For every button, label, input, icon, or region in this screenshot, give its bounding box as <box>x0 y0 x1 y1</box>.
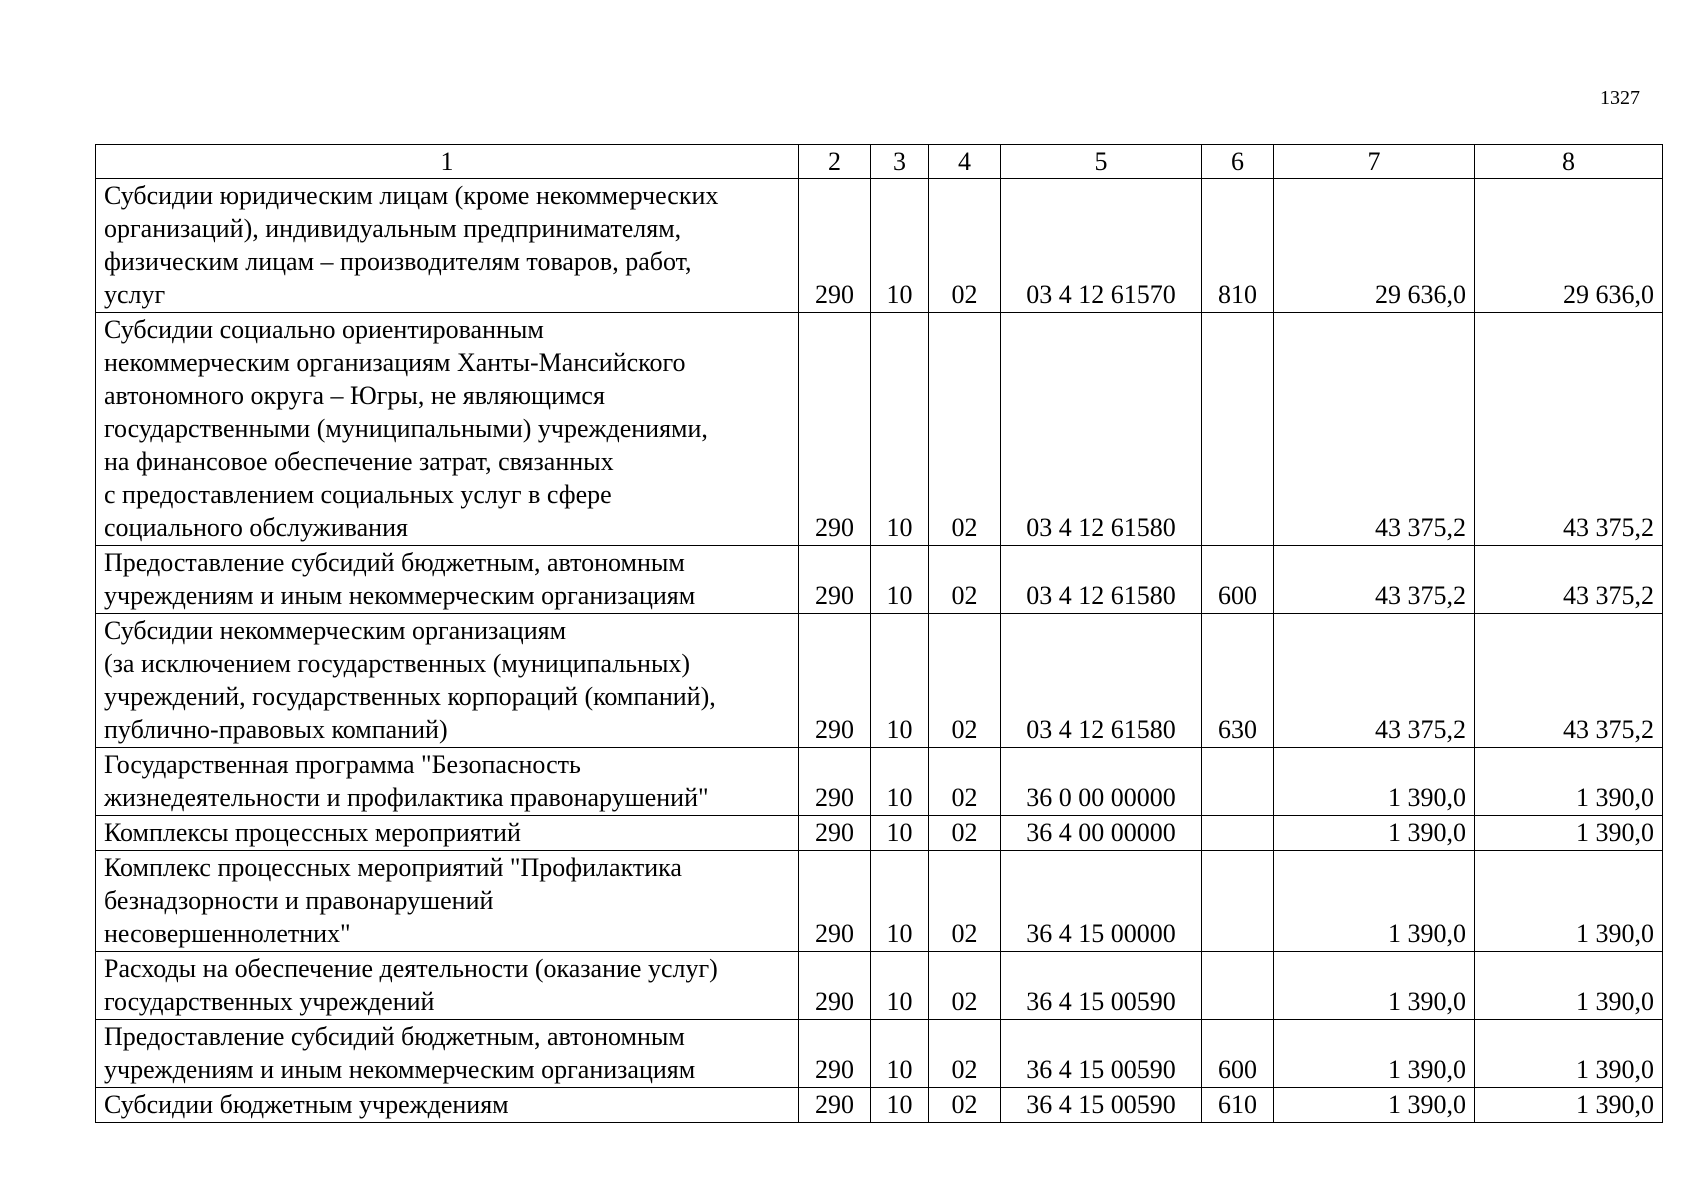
section-code-cell: 10 <box>871 851 929 952</box>
section-code-cell: 10 <box>871 313 929 546</box>
target-article-cell: 03 4 12 61570 <box>1001 179 1202 313</box>
admin-code-cell: 290 <box>799 614 871 748</box>
table-row <box>96 546 1663 614</box>
row-name-line: Предоставление субсидий бюджетным, автономным <box>104 1022 685 1051</box>
amount-cell-8: 43 375,2 <box>1475 313 1663 546</box>
row-name-line: Субсидии юридическим лицам (кроме некоммерческих <box>104 181 719 210</box>
expense-type-cell <box>1202 952 1274 1020</box>
column-header: 6 <box>1202 145 1274 179</box>
row-name-line: жизнедеятельности и профилактика правонарушений" <box>104 783 709 812</box>
row-name-cell <box>96 1020 799 1088</box>
expense-type-cell: 810 <box>1202 179 1274 313</box>
row-name-line: безнадзорности и правонарушений <box>104 886 494 915</box>
row-name-line: несовершеннолетних" <box>104 919 351 948</box>
budget-table <box>95 144 1663 1123</box>
row-name-line: физическим лицам – производителям товаров, работ, <box>104 247 692 276</box>
section-code-cell: 10 <box>871 1020 929 1088</box>
row-name-line: Комплекс процессных мероприятий "Профилактика <box>104 853 682 882</box>
amount-cell-8: 1 390,0 <box>1475 816 1663 851</box>
row-name-line: социального обслуживания <box>104 513 408 542</box>
row-name-cell <box>96 851 799 952</box>
amount-cell-8: 1 390,0 <box>1475 748 1663 816</box>
expense-type-cell: 630 <box>1202 614 1274 748</box>
section-code-cell: 10 <box>871 748 929 816</box>
target-article-cell: 03 4 12 61580 <box>1001 546 1202 614</box>
row-name-line: автономного округа – Югры, не являющимся <box>104 381 605 410</box>
amount-cell-8: 29 636,0 <box>1475 179 1663 313</box>
subsection-code-cell: 02 <box>929 614 1001 748</box>
table-row <box>96 1088 1663 1123</box>
table-row <box>96 851 1663 952</box>
column-header: 1 <box>96 145 799 179</box>
section-code-cell: 10 <box>871 952 929 1020</box>
row-name-line: Субсидии бюджетным учреждениям <box>104 1090 509 1119</box>
section-code-cell: 10 <box>871 1088 929 1123</box>
row-name-line: с предоставлением социальных услуг в сфере <box>104 480 612 509</box>
target-article-cell: 36 4 15 00590 <box>1001 1020 1202 1088</box>
subsection-code-cell: 02 <box>929 1088 1001 1123</box>
row-name-cell <box>96 952 799 1020</box>
row-name-line: учреждениям и иным некоммерческим организациям <box>104 1055 696 1084</box>
row-name-line: государственными (муниципальными) учреждениями, <box>104 414 708 443</box>
column-header: 3 <box>871 145 929 179</box>
admin-code-cell: 290 <box>799 546 871 614</box>
admin-code-cell: 290 <box>799 1020 871 1088</box>
amount-cell-7: 29 636,0 <box>1274 179 1475 313</box>
row-name-line: услуг <box>104 280 166 309</box>
amount-cell-7: 43 375,2 <box>1274 313 1475 546</box>
amount-cell-8: 1 390,0 <box>1475 952 1663 1020</box>
row-name-cell <box>96 179 799 313</box>
target-article-cell: 36 0 00 00000 <box>1001 748 1202 816</box>
row-name-cell <box>96 546 799 614</box>
row-name-line: Предоставление субсидий бюджетным, автономным <box>104 548 685 577</box>
section-code-cell: 10 <box>871 614 929 748</box>
table-body <box>96 179 1663 1123</box>
row-name-line: Государственная программа "Безопасность <box>104 750 581 779</box>
column-header: 4 <box>929 145 1001 179</box>
row-name-line: организаций), индивидуальным предпринимателям, <box>104 214 682 243</box>
expense-type-cell <box>1202 313 1274 546</box>
table-row <box>96 614 1663 748</box>
section-code-cell: 10 <box>871 179 929 313</box>
amount-cell-7: 1 390,0 <box>1274 816 1475 851</box>
row-name-line: Расходы на обеспечение деятельности (оказание услуг) <box>104 954 718 983</box>
target-article-cell: 03 4 12 61580 <box>1001 313 1202 546</box>
row-name-line: на финансовое обеспечение затрат, связанных <box>104 447 614 476</box>
table-row <box>96 748 1663 816</box>
expense-type-cell <box>1202 748 1274 816</box>
admin-code-cell: 290 <box>799 851 871 952</box>
row-name-line: Субсидии социально ориентированным <box>104 315 544 344</box>
row-name-line: учреждениям и иным некоммерческим организациям <box>104 581 696 610</box>
table-row <box>96 1020 1663 1088</box>
admin-code-cell: 290 <box>799 816 871 851</box>
target-article-cell: 36 4 15 00590 <box>1001 952 1202 1020</box>
expense-type-cell: 600 <box>1202 546 1274 614</box>
row-name-line: публично-правовых компаний) <box>104 715 448 744</box>
expense-type-cell <box>1202 851 1274 952</box>
target-article-cell: 36 4 00 00000 <box>1001 816 1202 851</box>
amount-cell-8: 1 390,0 <box>1475 1020 1663 1088</box>
column-header: 7 <box>1274 145 1475 179</box>
row-name-cell <box>96 816 799 851</box>
subsection-code-cell: 02 <box>929 1020 1001 1088</box>
target-article-cell: 36 4 15 00000 <box>1001 851 1202 952</box>
column-header: 8 <box>1475 145 1663 179</box>
subsection-code-cell: 02 <box>929 748 1001 816</box>
admin-code-cell: 290 <box>799 1088 871 1123</box>
row-name-cell <box>96 1088 799 1123</box>
amount-cell-7: 1 390,0 <box>1274 748 1475 816</box>
admin-code-cell: 290 <box>799 179 871 313</box>
table-row <box>96 952 1663 1020</box>
target-article-cell: 03 4 12 61580 <box>1001 614 1202 748</box>
amount-cell-8: 1 390,0 <box>1475 851 1663 952</box>
table-row <box>96 816 1663 851</box>
admin-code-cell: 290 <box>799 313 871 546</box>
row-name-line: Комплексы процессных мероприятий <box>104 818 521 847</box>
amount-cell-7: 43 375,2 <box>1274 614 1475 748</box>
expense-type-cell: 610 <box>1202 1088 1274 1123</box>
row-name-line: (за исключением государственных (муниципальных) <box>104 649 691 678</box>
subsection-code-cell: 02 <box>929 851 1001 952</box>
amount-cell-8: 43 375,2 <box>1475 546 1663 614</box>
amount-cell-7: 1 390,0 <box>1274 851 1475 952</box>
admin-code-cell: 290 <box>799 952 871 1020</box>
row-name-cell <box>96 614 799 748</box>
section-code-cell: 10 <box>871 816 929 851</box>
row-name-cell <box>96 313 799 546</box>
amount-cell-7: 1 390,0 <box>1274 1088 1475 1123</box>
header-row <box>96 145 1663 179</box>
column-header: 2 <box>799 145 871 179</box>
target-article-cell: 36 4 15 00590 <box>1001 1088 1202 1123</box>
row-name-line: некоммерческим организациям Ханты-Мансийского <box>104 348 686 377</box>
section-code-cell: 10 <box>871 546 929 614</box>
amount-cell-8: 1 390,0 <box>1475 1088 1663 1123</box>
expense-type-cell <box>1202 816 1274 851</box>
subsection-code-cell: 02 <box>929 546 1001 614</box>
row-name-cell <box>96 748 799 816</box>
subsection-code-cell: 02 <box>929 313 1001 546</box>
amount-cell-8: 43 375,2 <box>1475 614 1663 748</box>
subsection-code-cell: 02 <box>929 816 1001 851</box>
row-name-line: государственных учреждений <box>104 987 435 1016</box>
table-row <box>96 313 1663 546</box>
row-name-line: Субсидии некоммерческим организациям <box>104 616 567 645</box>
subsection-code-cell: 02 <box>929 952 1001 1020</box>
row-name-line: учреждений, государственных корпораций (компаний), <box>104 682 716 711</box>
expense-type-cell: 600 <box>1202 1020 1274 1088</box>
amount-cell-7: 1 390,0 <box>1274 952 1475 1020</box>
page-number: 1327 <box>1600 87 1640 109</box>
admin-code-cell: 290 <box>799 748 871 816</box>
amount-cell-7: 1 390,0 <box>1274 1020 1475 1088</box>
column-header: 5 <box>1001 145 1202 179</box>
subsection-code-cell: 02 <box>929 179 1001 313</box>
amount-cell-7: 43 375,2 <box>1274 546 1475 614</box>
table-row <box>96 179 1663 313</box>
